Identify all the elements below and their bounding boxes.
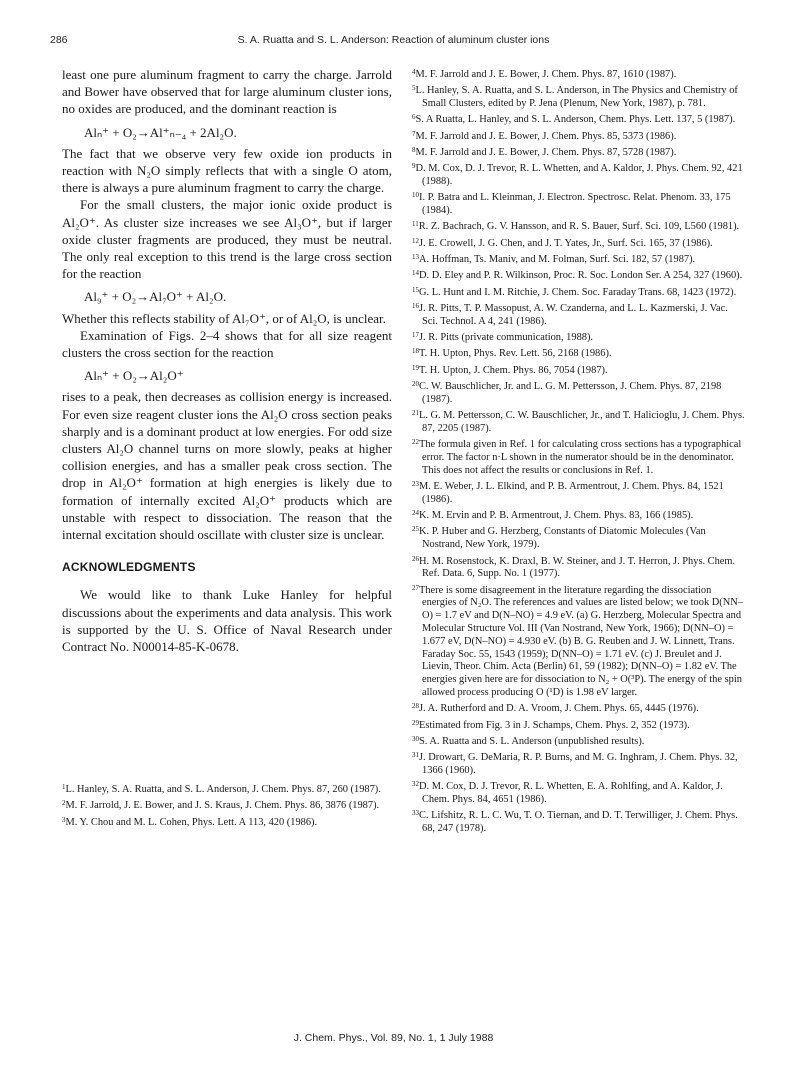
page-number: 286: [50, 34, 68, 46]
reference-item: $^{12}$J. E. Crowell, J. G. Chen, and J. T. Yates, Jr., Surf. Sci. 165, 37 (1986).: [412, 236, 713, 249]
reference-item: $^{31}$J. Drowart, G. DeMaria, R. P. Burns, and M. G. Inghram, J. Chem. Phys. 32, 1366 (1960).: [412, 751, 738, 776]
acknowledgments-heading: ACKNOWLEDGMENTS: [62, 560, 196, 575]
paragraph: rises to a peak, then decreases as collision energy is increased. For even size reagent cluster ions the Al₂O cross section peaks sharply and is a dominant product at low energies. For odd size clusters Al₂O channel turns on more slowly, peaks at higher collision energies, and has a smaller peak cross section. The drop in Al₂O⁺ formation at high energies is likely due to formation of internally excited Al₂O⁺ products which are unstable with respect to dissociation. The reason that the internal excitation should oscillate with cluster size is unclear.: [62, 389, 392, 543]
reference-item: $^{25}$K. P. Huber and G. Herzberg, Constants of Diatomic Molecules (Van Nostrand, New York, 1979).: [412, 525, 706, 551]
reference-item: $^{18}$T. H. Upton, Phys. Rev. Lett. 56, 2168 (1986).: [412, 347, 612, 360]
reference-item: $^{28}$J. A. Rutherford and D. A. Vroom, J. Chem. Phys. 65, 4445 (1976).: [412, 702, 699, 715]
running-title: S. A. Ruatta and S. L. Anderson: Reaction of aluminum cluster ions: [237, 34, 550, 46]
journal-footer: J. Chem. Phys., Vol. 89, No. 1, 1 July 1988: [293, 1032, 494, 1044]
reference-item: $^{29}$Estimated from Fig. 3 in J. Schamps, Chem. Phys. 2, 352 (1973).: [412, 718, 690, 731]
reference-item: $^1$L. Hanley, S. A. Ruatta, and S. L. Anderson, J. Chem. Phys. 87, 260 (1987).: [62, 783, 381, 795]
paragraph: Whether this reflects stability of Al₇O⁺, or of Al₂O, is unclear.: [62, 310, 386, 326]
reference-item: $^{22}$The formula given in Ref. 1 for calculating cross sections has a typographical error. The factor n·L shown in the numerator should be in the denominator. This does not affect the results or conclusions in Ref. 1.: [412, 438, 742, 476]
paragraph: Examination of Figs. 2–4 shows that for all size reagent clusters the cross section for the reaction: [62, 327, 392, 361]
paragraph: The fact that we observe very few oxide ion products in reaction with N₂O simply reflects that with a single O atom, there is always a pure aluminum fragment to carry the charge.: [62, 145, 392, 196]
reference-item: $^{32}$D. M. Cox, D. J. Trevor, R. L. Whetten, E. A. Rohlfing, and A. Kaldor, J. Chem. Phys. 84, 4651 (1986).: [412, 780, 723, 806]
reference-item: $^4$M. F. Jarrold and J. E. Bower, J. Chem. Phys. 87, 1610 (1987).: [412, 68, 677, 80]
reference-item: $^{10}$I. P. Batra and L. Kleinman, J. Electron. Spectrosc. Relat. Phenom. 33, 175 (1984).: [412, 191, 731, 217]
reference-item: $^{13}$A. Hoffman, Ts. Maniv, and M. Folman, Surf. Sci. 182, 57 (1987).: [412, 253, 696, 266]
running-head: [50, 34, 737, 50]
acknowledgments-text: We would like to thank Luke Hanley for helpful discussions about the experiments and data analysis. This work is supported by the U. S. Office of Naval Research under Contract No. N00014-85-K-0678.: [62, 587, 392, 655]
reference-item: $^{30}$S. A. Ruatta and S. L. Anderson (unpublished results).: [412, 734, 645, 747]
reference-item: $^{19}$T. H. Upton, J. Chem. Phys. 86, 7054 (1987).: [412, 363, 608, 376]
reference-item: $^8$M. F. Jarrold and J. E. Bower, J. Chem. Phys. 87, 5728 (1987).: [412, 145, 677, 158]
reference-item: $^{26}$H. M. Rosenstock, K. Draxl, B. W. Steiner, and J. T. Herron, J. Phys. Chem. Ref. Data. 6, Supp. No. 1 (1977).: [412, 554, 736, 580]
equation-1: Alₙ⁺ + O₂→Al⁺ₙ₋₄ + 2Al₂O.: [84, 124, 237, 140]
reference-item: $^{27}$There is some disagreement in the literature regarding the dissociation energies of N₂O. The references and values are listed below; we took D(NN–O) = 1.7 eV and D(N–NO) = 4.9 eV. (a) G. Herzberg, Molecular Spectra and Molecular Structure Vol. III (Van Nostrand, New York, 1966); D(NN–O) = 1.677 eV, D(N–NO) = 4.930 eV. (b) B. G. Reuben and J. W. Linnett, Trans. Faraday Soc. 55, 1543 (1959); D(NN–O) = 1.71 eV. (c) J. Breulet and J. Lievin, Theor. Chim. Acta (Berlin) 61, 59 (1982); D(NN–O) = 1.82 eV. The energies given here are for dissociation to N₂ + O(³P). The energy of the spin allowed process producing O (¹D) is 1.98 eV larger.: [412, 583, 743, 698]
reference-item: $^{16}$J. R. Pitts, T. P. Massopust, A. W. Czanderna, and L. L. Kazmerski, J. Vac. Sci. Technol. A 4, 241 (1986).: [412, 301, 728, 327]
reference-item: $^{15}$G. L. Hunt and I. M. Ritchie, J. Chem. Soc. Faraday Trans. 68, 1423 (1972).: [412, 285, 737, 298]
reference-item: $^2$M. F. Jarrold, J. E. Bower, and J. S. Kraus, J. Chem. Phys. 86, 3876 (1987).: [62, 799, 380, 812]
reference-item: $^9$D. M. Cox, D. J. Trevor, R. L. Whetten, and A. Kaldor, J. Phys. Chem. 92, 421 (1988).: [412, 162, 743, 188]
reference-item: $^{23}$M. E. Weber, J. L. Elkind, and P. B. Armentrout, J. Chem. Phys. 84, 1521 (1986).: [412, 480, 724, 505]
reference-list-left: [62, 781, 392, 830]
reference-item: $^6$S. A Ruatta, L. Hanley, and S. L. Anderson, Chem. Phys. Lett. 137, 5 (1987).: [412, 113, 736, 126]
reference-item: $^5$L. Hanley, S. A. Ruatta, and S. L. Anderson, in The Physics and Chemistry of Small Clusters, edited by P. Jena (Plenum, New York, 1987), p. 781.: [412, 84, 738, 110]
paragraph: For the small clusters, the major ionic oxide product is Al₂O⁺. As cluster size increases we see Al₃O⁺, but if larger oxide cluster fragments are produced, they must be neutral. The only real exception to this trend is the large cross section for the reaction: [62, 197, 392, 282]
reference-item: $^{11}$R. Z. Bachrach, G. V. Hansson, and R. S. Bauer, Surf. Sci. 109, L560 (1981).: [412, 220, 740, 233]
equation-3: Alₙ⁺ + O₂→Al₂O⁺: [84, 368, 184, 384]
reference-list-right: [412, 66, 745, 836]
reference-item: $^3$M. Y. Chou and M. L. Cohen, Phys. Lett. A 113, 420 (1986).: [62, 815, 318, 828]
reference-item: $^{17}$J. R. Pitts (private communication, 1988).: [412, 331, 594, 344]
reference-item: $^7$M. F. Jarrold and J. E. Bower, J. Chem. Phys. 85, 5373 (1986).: [412, 129, 677, 142]
equation-2: Al₉⁺ + O₂→Al₇O⁺ + Al₂O.: [84, 289, 227, 305]
reference-item: $^{14}$D. D. Eley and P. R. Wilkinson, Proc. R. Soc. London Ser. A 254, 327 (1960).: [412, 269, 743, 282]
reference-item: $^{33}$C. Lifshitz, R. L. C. Wu, T. O. Tiernan, and D. T. Terwilliger, J. Chem. Phys. 68, 247 (1978).: [412, 809, 738, 835]
reference-item: $^{20}$C. W. Bauschlicher, Jr. and L. G. M. Pettersson, J. Chem. Phys. 87, 2198 (1987).: [412, 379, 722, 405]
reference-item: $^{24}$K. M. Ervin and P. B. Armentrout, J. Chem. Phys. 83, 166 (1985).: [412, 509, 694, 522]
left-column: [62, 66, 392, 655]
reference-item: $^{21}$L. G. M. Pettersson, C. W. Bauschlicher, Jr., and T. Halicioglu, J. Chem. Phys. 87, 2205 (1987).: [412, 409, 745, 434]
paragraph: least one pure aluminum fragment to carry the charge. Jarrold and Bower have observed that for large aluminum cluster ions, no oxides are produced, and the dominant reaction is: [62, 67, 392, 117]
